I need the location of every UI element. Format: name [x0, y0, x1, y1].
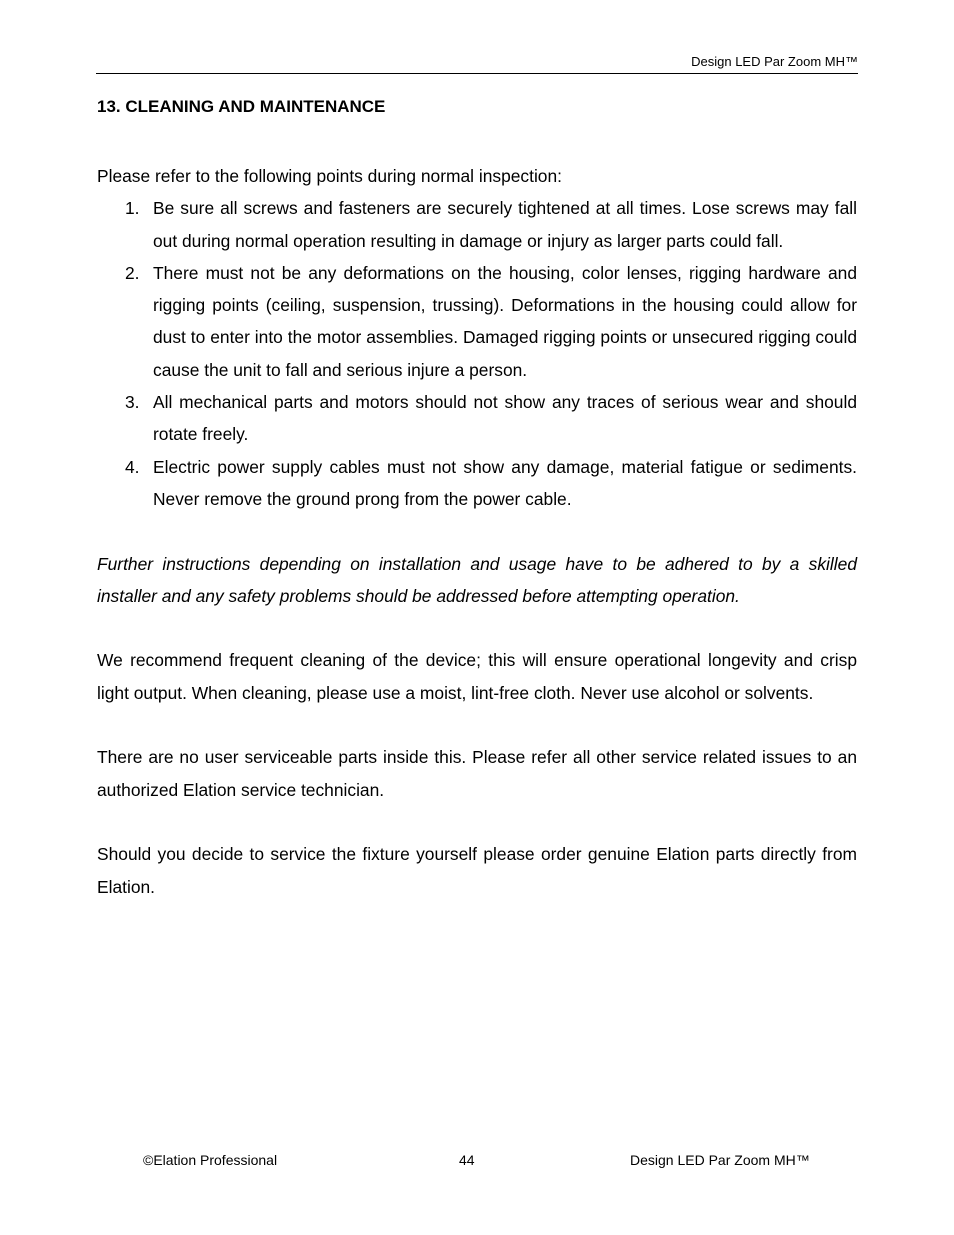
list-item — [97, 192, 857, 257]
page-content — [97, 95, 857, 903]
list-item-number: 2. — [125, 262, 140, 283]
footer-product-title: Design LED Par Zoom MH™ — [630, 1152, 810, 1168]
intro-paragraph: Please refer to the following points during normal inspection: — [97, 166, 562, 186]
footer-copyright: ©Elation Professional — [143, 1152, 278, 1168]
list-item — [97, 257, 857, 386]
cleaning-paragraph: We recommend frequent cleaning of the device; this will ensure operational longevity and crisp light output. When cleaning, please use a moist, lint-free cloth. Never use alcohol or solvents. — [97, 650, 857, 703]
list-item-text: There must not be any deformations on the housing, color lenses, rigging hardware and rigging points (ceiling, suspension, trussing). Deformations in the housing could allow for dust to enter into the motor assemblies. Damaged rigging points or unsecured rigging could cause the unit to fall and serious injure a person. — [153, 262, 857, 380]
list-item — [97, 451, 857, 516]
service-paragraph: There are no user serviceable parts inside this. Please refer all other service related issues to an authorized Elation service technician. — [97, 747, 857, 800]
list-item-text: All mechanical parts and motors should not show any traces of serious wear and should rotate freely. — [153, 392, 857, 445]
list-item-text: Electric power supply cables must not show any damage, material fatigue or sediments. Never remove the ground prong from the power cable. — [153, 456, 857, 509]
footer-page-number: 44 — [459, 1152, 475, 1168]
list-item-number: 3. — [125, 392, 140, 413]
list-item-text: Be sure all screws and fasteners are securely tightened at all times. Lose screws may fall out during normal operation resulting in damage or injury as larger parts could fall. — [153, 198, 857, 251]
running-header — [96, 53, 858, 74]
list-item-number: 1. — [125, 198, 140, 219]
list-item — [97, 386, 857, 451]
section-heading: 13. CLEANING AND MAINTENANCE — [97, 97, 386, 116]
list-item-number: 4. — [125, 456, 140, 477]
further-instructions-paragraph: Further instructions depending on installation and usage have to be adhered to by a skilled installer and any safety problems should be addressed before attempting operation. — [97, 553, 857, 606]
inspection-points-list — [97, 192, 857, 515]
parts-paragraph: Should you decide to service the fixture yourself please order genuine Elation parts directly from Elation. — [97, 844, 857, 897]
header-product-title: Design LED Par Zoom MH™ — [691, 54, 858, 69]
